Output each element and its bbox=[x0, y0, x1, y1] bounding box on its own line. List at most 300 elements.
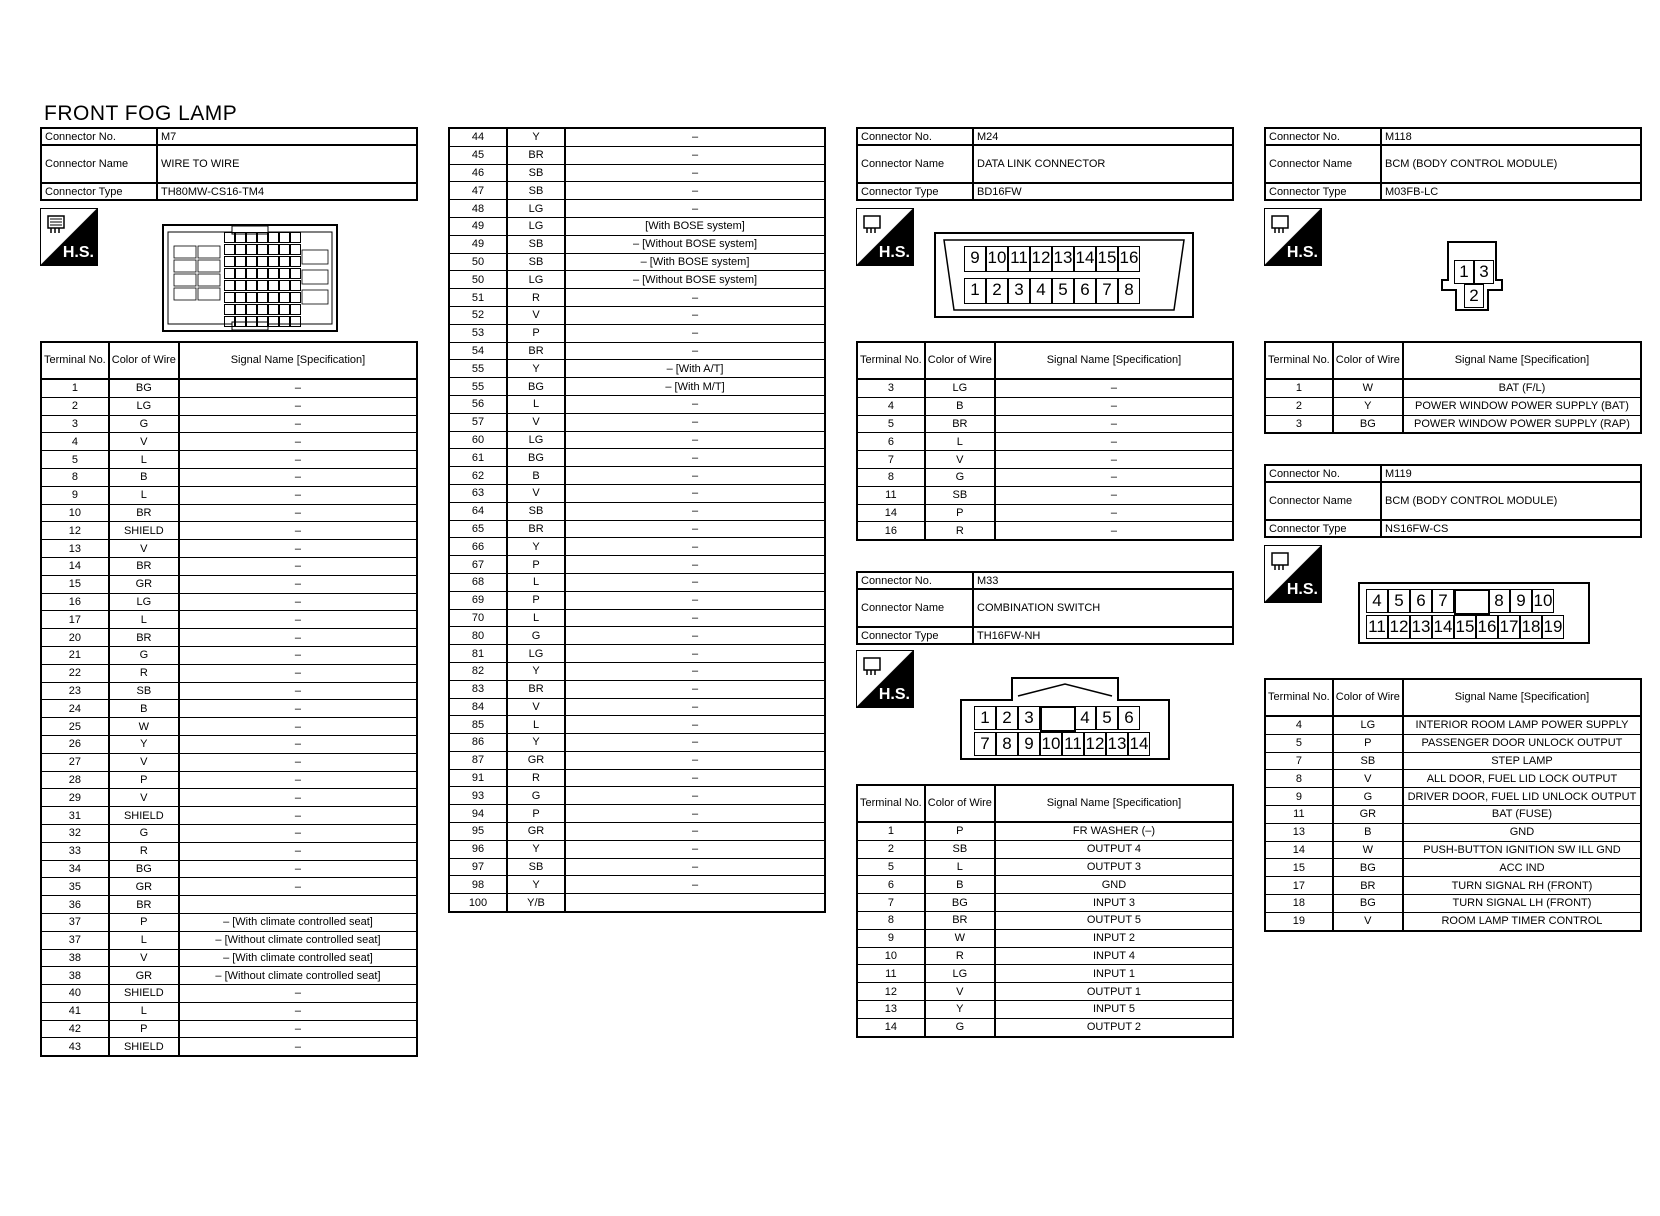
wire-color-cell: Y bbox=[507, 734, 565, 752]
connector-name-value: BCM (BODY CONTROL MODULE) bbox=[1381, 482, 1641, 520]
terminal-no-cell: 69 bbox=[449, 591, 507, 609]
connector-no-label: Connector No. bbox=[1265, 465, 1381, 482]
table-row bbox=[857, 397, 1233, 415]
terminal-no-cell: 16 bbox=[41, 593, 109, 611]
table-row bbox=[857, 858, 1233, 876]
wire-color-cell: LG bbox=[507, 431, 565, 449]
signal-name-cell: ALL DOOR, FUEL LID LOCK OUTPUT bbox=[1403, 770, 1641, 788]
terminal-no-cell: 66 bbox=[449, 538, 507, 556]
table-row bbox=[857, 504, 1233, 522]
pin-cell: 15 bbox=[1096, 246, 1118, 272]
terminal-no-cell: 8 bbox=[41, 468, 109, 486]
terminal-no-cell: 4 bbox=[857, 397, 925, 415]
wire-color-cell: SB bbox=[507, 253, 565, 271]
terminal-no-cell: 14 bbox=[857, 1018, 925, 1036]
m24-housing bbox=[934, 232, 1194, 318]
table-row bbox=[41, 985, 417, 1003]
pin-cell: 9 bbox=[964, 246, 986, 272]
signal-name-cell: – bbox=[179, 824, 417, 842]
signal-name-cell: OUTPUT 1 bbox=[995, 983, 1233, 1001]
terminal-no-cell: 5 bbox=[857, 415, 925, 433]
signal-name-cell: – bbox=[179, 379, 417, 397]
signal-name-cell: STEP LAMP bbox=[1403, 752, 1641, 770]
wire-color-cell: LG bbox=[109, 593, 179, 611]
signal-name-cell: – bbox=[565, 734, 825, 752]
table-row bbox=[857, 965, 1233, 983]
terminal-no-cell: 61 bbox=[449, 449, 507, 467]
connector-type-label: Connector Type bbox=[41, 183, 157, 200]
wire-color-cell: BR bbox=[109, 896, 179, 914]
signal-name-cell: – bbox=[565, 182, 825, 200]
signal-name-cell: – [With BOSE system] bbox=[565, 253, 825, 271]
signal-header: Signal Name [Specification] bbox=[995, 342, 1233, 379]
table-row bbox=[449, 805, 825, 823]
keyway-slot bbox=[1040, 706, 1076, 732]
signal-name-cell: – bbox=[565, 467, 825, 485]
hs-label: H.S. bbox=[878, 244, 910, 261]
terminal-no-cell: 22 bbox=[41, 664, 109, 682]
table-row bbox=[449, 253, 825, 271]
signal-name-cell: – bbox=[179, 557, 417, 575]
wire-color-cell: Y bbox=[507, 662, 565, 680]
wire-color-cell: Y/B bbox=[507, 894, 565, 912]
m118-pin-table bbox=[1264, 341, 1642, 434]
table-row bbox=[449, 645, 825, 663]
signal-name-cell: ROOM LAMP TIMER CONTROL bbox=[1403, 912, 1641, 930]
wire-color-cell: G bbox=[925, 1018, 995, 1036]
wire-color-cell: L bbox=[507, 395, 565, 413]
signal-name-cell: TURN SIGNAL LH (FRONT) bbox=[1403, 894, 1641, 912]
m24-info bbox=[856, 127, 1234, 201]
wire-color-cell: V bbox=[925, 983, 995, 1001]
terminal-no-cell: 54 bbox=[449, 342, 507, 360]
pin-cell: 5 bbox=[1052, 278, 1074, 304]
signal-name-cell: – [Without BOSE system] bbox=[565, 271, 825, 289]
table-row bbox=[857, 468, 1233, 486]
wire-color-cell: SB bbox=[925, 486, 995, 504]
table-row bbox=[449, 449, 825, 467]
signal-name-cell: – bbox=[179, 611, 417, 629]
wire-color-cell: B bbox=[925, 876, 995, 894]
table-row bbox=[857, 876, 1233, 894]
terminal-no-cell: 1 bbox=[1265, 379, 1333, 397]
pin-cell: 3 bbox=[1018, 706, 1040, 730]
table-row bbox=[449, 680, 825, 698]
wire-color-cell: SB bbox=[1333, 752, 1403, 770]
connector-name-label: Connector Name bbox=[1265, 482, 1381, 520]
pin-cell: 10 bbox=[1040, 732, 1062, 756]
table-row bbox=[449, 306, 825, 324]
pin-cell: 3 bbox=[1008, 278, 1030, 304]
table-row bbox=[41, 824, 417, 842]
connector-name-value: BCM (BODY CONTROL MODULE) bbox=[1381, 145, 1641, 183]
terminal-no-cell: 14 bbox=[1265, 841, 1333, 859]
signal-name-cell: INTERIOR ROOM LAMP POWER SUPPLY bbox=[1403, 716, 1641, 734]
terminal-no-cell: 63 bbox=[449, 484, 507, 502]
wire-color-cell: Y bbox=[109, 735, 179, 753]
wire-color-cell: BG bbox=[109, 860, 179, 878]
table-row bbox=[1265, 859, 1641, 877]
pin-cell: 4 bbox=[1030, 278, 1052, 304]
table-row bbox=[1265, 752, 1641, 770]
signal-name-cell: – bbox=[179, 540, 417, 558]
terminal-no-cell: 32 bbox=[41, 824, 109, 842]
terminal-no-cell: 13 bbox=[41, 540, 109, 558]
terminal-no-cell: 48 bbox=[449, 200, 507, 218]
table-row bbox=[41, 896, 417, 914]
wire-color-cell: GR bbox=[507, 823, 565, 841]
terminal-no-cell: 37 bbox=[41, 913, 109, 931]
wire-color-cell: BR bbox=[507, 146, 565, 164]
m33-info bbox=[856, 571, 1234, 645]
wire-color-cell: V bbox=[507, 698, 565, 716]
terminal-no-cell: 6 bbox=[857, 433, 925, 451]
terminal-no-cell: 50 bbox=[449, 253, 507, 271]
signal-name-cell: – bbox=[179, 753, 417, 771]
pin-cell: 13 bbox=[1410, 615, 1432, 639]
table-row bbox=[449, 146, 825, 164]
table-row bbox=[857, 983, 1233, 1001]
terminal-no-cell: 18 bbox=[1265, 894, 1333, 912]
signal-name-cell: – bbox=[565, 787, 825, 805]
terminal-no-header: Terminal No. bbox=[857, 785, 925, 822]
table-row bbox=[41, 1038, 417, 1056]
table-row bbox=[1265, 894, 1641, 912]
wire-color-cell: SB bbox=[507, 164, 565, 182]
signal-name-cell: – bbox=[565, 449, 825, 467]
table-row bbox=[41, 664, 417, 682]
table-row bbox=[449, 271, 825, 289]
table-row bbox=[41, 415, 417, 433]
signal-name-cell: – bbox=[565, 395, 825, 413]
m7-connector-face bbox=[162, 224, 338, 332]
terminal-no-cell: 2 bbox=[1265, 397, 1333, 415]
table-row bbox=[41, 486, 417, 504]
table-row bbox=[1265, 770, 1641, 788]
signal-name-cell: – [With M/T] bbox=[565, 378, 825, 396]
terminal-no-cell: 17 bbox=[41, 611, 109, 629]
wire-color-cell: Y bbox=[925, 1000, 995, 1018]
wire-color-cell: P bbox=[109, 913, 179, 931]
signal-name-cell: – bbox=[565, 484, 825, 502]
table-row bbox=[41, 1020, 417, 1038]
wire-color-cell: V bbox=[507, 306, 565, 324]
connector-name-value: COMBINATION SWITCH bbox=[973, 589, 1233, 627]
signal-name-cell: – bbox=[179, 433, 417, 451]
keyway-slot bbox=[1454, 589, 1490, 615]
connector-hand-icon bbox=[1269, 213, 1291, 235]
table-row bbox=[449, 467, 825, 485]
table-row bbox=[857, 1000, 1233, 1018]
hs-label: H.S. bbox=[62, 244, 94, 261]
terminal-no-cell: 49 bbox=[449, 217, 507, 235]
connector-type-label: Connector Type bbox=[1265, 520, 1381, 537]
connector-no-value: M118 bbox=[1381, 128, 1641, 145]
connector-no-value: M33 bbox=[973, 572, 1233, 589]
terminal-no-cell: 87 bbox=[449, 751, 507, 769]
terminal-no-cell: 7 bbox=[857, 894, 925, 912]
signal-name-cell: – [With A/T] bbox=[565, 360, 825, 378]
hs-icon bbox=[1264, 208, 1322, 266]
table-row bbox=[41, 949, 417, 967]
wire-color-cell: L bbox=[925, 433, 995, 451]
wire-color-cell: SB bbox=[925, 840, 995, 858]
signal-name-cell: – bbox=[565, 164, 825, 182]
signal-header: Signal Name [Specification] bbox=[1403, 342, 1641, 379]
table-row bbox=[449, 787, 825, 805]
wire-color-cell: W bbox=[109, 718, 179, 736]
m119-info bbox=[1264, 464, 1642, 538]
m7-pin-grid bbox=[224, 232, 300, 327]
wire-color-cell: BG bbox=[1333, 415, 1403, 433]
connector-name-label: Connector Name bbox=[857, 589, 973, 627]
wire-color-cell: W bbox=[1333, 841, 1403, 859]
wire-color-cell: BG bbox=[109, 379, 179, 397]
terminal-no-cell: 31 bbox=[41, 807, 109, 825]
connector-name-label: Connector Name bbox=[41, 145, 157, 183]
terminal-no-cell: 93 bbox=[449, 787, 507, 805]
table-row bbox=[41, 397, 417, 415]
signal-name-cell: – bbox=[179, 878, 417, 896]
wire-color-cell: R bbox=[925, 522, 995, 540]
table-row bbox=[449, 395, 825, 413]
table-row bbox=[857, 415, 1233, 433]
signal-name-cell: – bbox=[565, 662, 825, 680]
signal-name-cell: – bbox=[565, 146, 825, 164]
signal-name-cell: – bbox=[179, 682, 417, 700]
table-row bbox=[857, 433, 1233, 451]
connector-hand-icon bbox=[1269, 550, 1291, 572]
m118-pin: 1 bbox=[1454, 260, 1474, 284]
table-row bbox=[449, 484, 825, 502]
wire-color-cell: P bbox=[925, 822, 995, 840]
pin-cell: 14 bbox=[1128, 732, 1150, 756]
table-row bbox=[449, 342, 825, 360]
signal-name-cell: – bbox=[565, 627, 825, 645]
signal-name-cell: – bbox=[565, 342, 825, 360]
table-row bbox=[857, 840, 1233, 858]
signal-name-cell: – bbox=[565, 538, 825, 556]
terminal-no-cell: 45 bbox=[449, 146, 507, 164]
signal-name-cell: – bbox=[995, 522, 1233, 540]
terminal-no-cell: 84 bbox=[449, 698, 507, 716]
signal-name-cell bbox=[565, 894, 825, 912]
pin-cell: 17 bbox=[1498, 615, 1520, 639]
terminal-no-cell: 98 bbox=[449, 876, 507, 894]
color-header: Color of Wire bbox=[109, 342, 179, 379]
table-row bbox=[41, 451, 417, 469]
wire-color-cell: Y bbox=[1333, 397, 1403, 415]
table-row bbox=[449, 182, 825, 200]
table-row bbox=[857, 894, 1233, 912]
table-row bbox=[41, 842, 417, 860]
connector-name-value: WIRE TO WIRE bbox=[157, 145, 417, 183]
terminal-no-cell: 28 bbox=[41, 771, 109, 789]
terminal-no-cell: 5 bbox=[857, 858, 925, 876]
signal-name-cell: – bbox=[565, 200, 825, 218]
connector-type-label: Connector Type bbox=[1265, 183, 1381, 200]
wire-color-cell: BR bbox=[109, 557, 179, 575]
terminal-no-cell: 64 bbox=[449, 502, 507, 520]
pin-cell: 2 bbox=[996, 706, 1018, 730]
hs-label: H.S. bbox=[878, 686, 910, 703]
m33-pin-table bbox=[856, 784, 1234, 1038]
terminal-no-cell: 19 bbox=[1265, 912, 1333, 930]
signal-name-cell: PASSENGER DOOR UNLOCK OUTPUT bbox=[1403, 734, 1641, 752]
connector-type-value: BD16FW bbox=[973, 183, 1233, 200]
terminal-no-cell: 51 bbox=[449, 289, 507, 307]
wire-color-cell: LG bbox=[507, 271, 565, 289]
table-row bbox=[41, 807, 417, 825]
color-header: Color of Wire bbox=[925, 342, 995, 379]
wire-color-cell: V bbox=[109, 949, 179, 967]
pin-cell: 12 bbox=[1084, 732, 1106, 756]
table-row bbox=[41, 682, 417, 700]
table-row bbox=[41, 735, 417, 753]
pin-cell: 14 bbox=[1432, 615, 1454, 639]
pin-cell: 1 bbox=[974, 706, 996, 730]
wire-color-cell: P bbox=[925, 504, 995, 522]
terminal-no-cell: 35 bbox=[41, 878, 109, 896]
color-header: Color of Wire bbox=[1333, 679, 1403, 716]
signal-name-cell: – bbox=[565, 680, 825, 698]
signal-name-cell: BAT (F/L) bbox=[1403, 379, 1641, 397]
pin-cell: 7 bbox=[974, 732, 996, 756]
m24-pin-table bbox=[856, 341, 1234, 541]
wire-color-cell: V bbox=[1333, 770, 1403, 788]
terminal-no-cell: 52 bbox=[449, 306, 507, 324]
table-row bbox=[449, 716, 825, 734]
wire-color-cell: V bbox=[109, 433, 179, 451]
table-row bbox=[857, 929, 1233, 947]
table-row bbox=[857, 451, 1233, 469]
table-row bbox=[41, 878, 417, 896]
table-row bbox=[449, 431, 825, 449]
signal-name-cell: – bbox=[179, 468, 417, 486]
color-header: Color of Wire bbox=[925, 785, 995, 822]
wire-color-cell: P bbox=[507, 324, 565, 342]
table-row bbox=[449, 698, 825, 716]
table-row bbox=[449, 573, 825, 591]
terminal-no-cell: 95 bbox=[449, 823, 507, 841]
wire-color-cell: G bbox=[109, 824, 179, 842]
wire-color-cell: SHIELD bbox=[109, 522, 179, 540]
wire-color-cell: BR bbox=[1333, 877, 1403, 895]
table-row bbox=[1265, 379, 1641, 397]
table-row bbox=[449, 217, 825, 235]
terminal-no-cell: 3 bbox=[857, 379, 925, 397]
connector-no-label: Connector No. bbox=[857, 572, 973, 589]
signal-name-cell: – bbox=[995, 451, 1233, 469]
signal-name-cell: – bbox=[179, 842, 417, 860]
signal-name-cell: – bbox=[565, 413, 825, 431]
wire-color-cell: L bbox=[109, 1002, 179, 1020]
m118-info bbox=[1264, 127, 1642, 201]
wire-color-cell: GR bbox=[109, 575, 179, 593]
pin-cell: 8 bbox=[996, 732, 1018, 756]
table-row bbox=[449, 627, 825, 645]
connector-no-value: M119 bbox=[1381, 465, 1641, 482]
wire-color-cell: V bbox=[109, 540, 179, 558]
signal-name-cell: – bbox=[565, 520, 825, 538]
wire-color-cell: SB bbox=[507, 858, 565, 876]
wire-color-cell: BG bbox=[925, 894, 995, 912]
connector-hand-icon bbox=[45, 213, 67, 235]
table-row bbox=[449, 520, 825, 538]
connector-name-value: DATA LINK CONNECTOR bbox=[973, 145, 1233, 183]
table-row bbox=[857, 947, 1233, 965]
terminal-no-cell: 16 bbox=[857, 522, 925, 540]
signal-name-cell: GND bbox=[995, 876, 1233, 894]
wire-color-cell: SB bbox=[109, 682, 179, 700]
terminal-no-cell: 33 bbox=[41, 842, 109, 860]
terminal-no-cell: 62 bbox=[449, 467, 507, 485]
terminal-no-cell: 13 bbox=[1265, 823, 1333, 841]
pin-cell: 11 bbox=[1008, 246, 1030, 272]
terminal-no-cell: 8 bbox=[857, 911, 925, 929]
signal-name-cell: – bbox=[565, 289, 825, 307]
table-row bbox=[449, 200, 825, 218]
pin-cell: 7 bbox=[1432, 589, 1454, 613]
connector-type-value: NS16FW-CS bbox=[1381, 520, 1641, 537]
wire-color-cell: LG bbox=[925, 379, 995, 397]
m24-connector-face bbox=[934, 232, 1194, 318]
wire-color-cell: V bbox=[507, 413, 565, 431]
signal-name-cell: – bbox=[179, 718, 417, 736]
terminal-no-cell: 10 bbox=[41, 504, 109, 522]
terminal-no-cell: 15 bbox=[41, 575, 109, 593]
wire-color-cell: P bbox=[507, 805, 565, 823]
signal-name-cell: – bbox=[179, 451, 417, 469]
signal-name-cell: – bbox=[179, 1020, 417, 1038]
m7-pin-table-a bbox=[40, 341, 418, 1057]
terminal-no-cell: 24 bbox=[41, 700, 109, 718]
wire-color-cell: V bbox=[507, 484, 565, 502]
signal-name-cell: INPUT 3 bbox=[995, 894, 1233, 912]
terminal-no-cell: 53 bbox=[449, 324, 507, 342]
wire-color-cell: V bbox=[925, 451, 995, 469]
signal-name-cell: – bbox=[179, 629, 417, 647]
signal-name-cell: – bbox=[179, 789, 417, 807]
table-row bbox=[41, 860, 417, 878]
connector-name-label: Connector Name bbox=[857, 145, 973, 183]
table-row bbox=[449, 734, 825, 752]
terminal-no-cell: 17 bbox=[1265, 877, 1333, 895]
wire-color-cell: SB bbox=[507, 502, 565, 520]
wire-color-cell: BR bbox=[507, 680, 565, 698]
wire-color-cell: P bbox=[1333, 734, 1403, 752]
wire-color-cell: Y bbox=[507, 840, 565, 858]
table-row bbox=[449, 538, 825, 556]
pin-cell: 8 bbox=[1118, 278, 1140, 304]
page-title: FRONT FOG LAMP bbox=[44, 102, 238, 125]
signal-name-cell: – bbox=[179, 807, 417, 825]
terminal-no-cell: 6 bbox=[857, 876, 925, 894]
wire-color-cell: V bbox=[109, 789, 179, 807]
wire-color-cell: B bbox=[109, 700, 179, 718]
wire-color-cell: Y bbox=[507, 128, 565, 146]
table-row bbox=[857, 486, 1233, 504]
table-row bbox=[41, 700, 417, 718]
signal-name-cell: INPUT 4 bbox=[995, 947, 1233, 965]
table-row bbox=[41, 718, 417, 736]
table-row bbox=[41, 575, 417, 593]
pin-cell: 6 bbox=[1410, 589, 1432, 613]
table-row bbox=[449, 876, 825, 894]
connector-no-value: M7 bbox=[157, 128, 417, 145]
pin-cell: 12 bbox=[1388, 615, 1410, 639]
wire-color-cell: Y bbox=[507, 360, 565, 378]
